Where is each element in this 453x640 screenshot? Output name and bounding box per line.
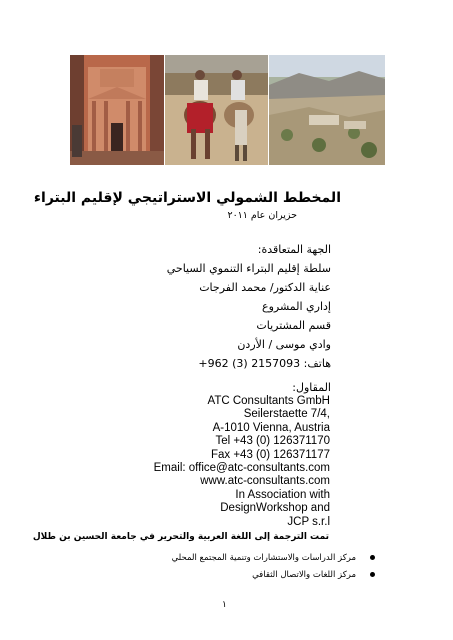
list-item: مركز الدراسات والاستشارات وتنمية المجتمع المحلي	[172, 553, 375, 563]
client-line: وادي موسى / الأردن	[237, 338, 331, 351]
petra-treasury-photo	[70, 55, 164, 165]
client-line: عناية الدكتور/ محمد الفرجات	[199, 281, 331, 294]
client-phone: هاتف: 2157093 (3) 962+	[198, 357, 331, 370]
contractor-heading: المقاول:	[292, 381, 331, 394]
list-item: مركز اللغات والاتصال الثقافي	[172, 570, 375, 580]
camel-riders-photo	[165, 55, 268, 165]
client-line: إداري المشروع	[262, 300, 331, 313]
contractor-email: Email: office@atc-consultants.com	[153, 462, 330, 475]
contractor-website: www.atc-consultants.com	[200, 475, 330, 488]
contractor-line: A-1010 Vienna, Austria	[212, 421, 330, 434]
contractor-line: ATC Consultants GmbH	[207, 395, 330, 407]
client-line: قسم المشتريات	[256, 319, 331, 332]
page-number: ١	[222, 600, 227, 610]
header-photo-strip	[70, 55, 385, 165]
landscape-village-photo	[269, 55, 385, 165]
contractor-line: Seilerstaette 7/4,	[243, 408, 330, 421]
contractor-line: In Association with	[235, 488, 330, 501]
contractor-address-block	[154, 395, 330, 529]
contractor-line: JCP s.r.l	[287, 515, 330, 528]
translation-note: تمت الترجمة إلى اللغة العربية والتحرير في جامعة الحسين بن طلال	[32, 532, 329, 542]
page-title: المخطط الشمولي الاستراتيجي لإقليم البتراء	[33, 190, 341, 206]
document-date: حزيران عام ٢٠١١	[227, 210, 297, 221]
bullet-list	[172, 553, 375, 587]
bullet-icon	[370, 555, 375, 560]
contractor-line: Fax +43 (0) 126371177	[210, 448, 330, 461]
client-line: سلطة إقليم البتراء التنموي السياحي	[166, 262, 331, 275]
client-heading: الجهة المتعاقدة:	[257, 243, 331, 256]
contractor-line: DesignWorkshop and	[220, 502, 330, 515]
contractor-line: Tel +43 (0) 126371170	[215, 435, 330, 448]
bullet-icon	[370, 572, 375, 577]
